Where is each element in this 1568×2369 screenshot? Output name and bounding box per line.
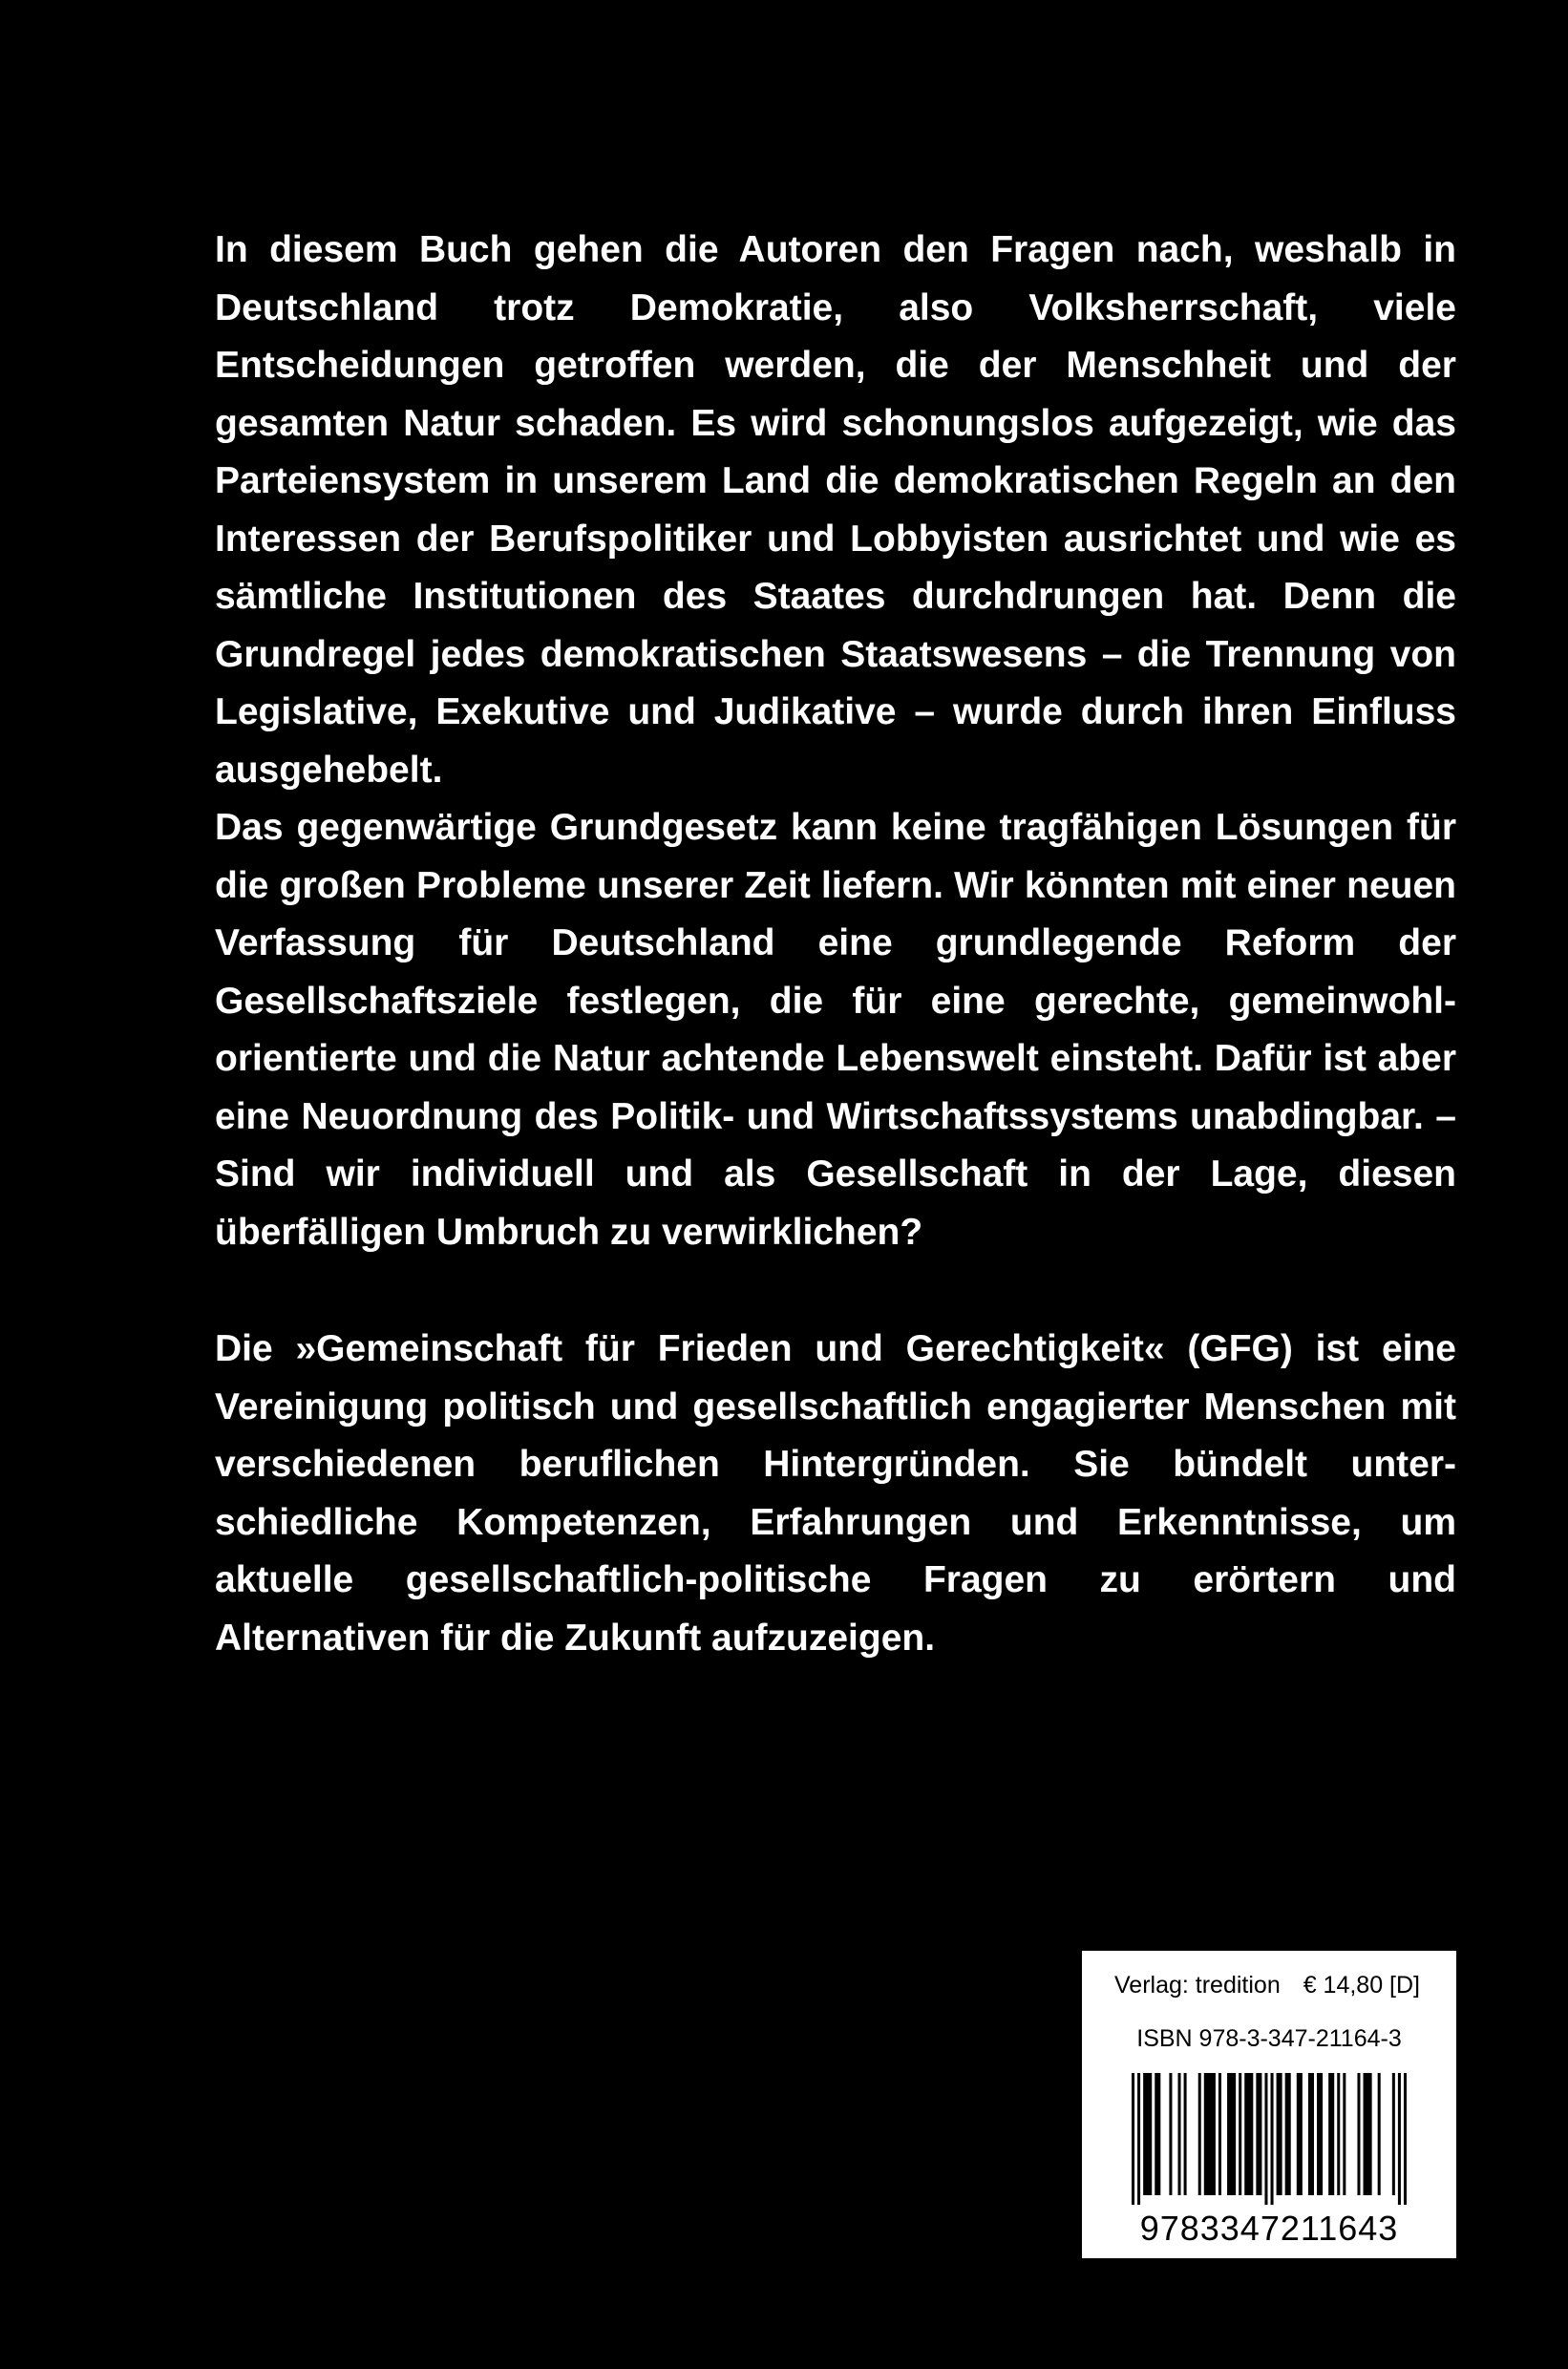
barcode-bar bbox=[1285, 2073, 1291, 2195]
barcode-bar bbox=[1244, 2073, 1253, 2195]
price-text: € 14,80 [D] bbox=[1303, 1972, 1420, 1999]
barcode-bar bbox=[1343, 2073, 1346, 2195]
barcode-bar bbox=[1308, 2073, 1314, 2195]
barcode-bar bbox=[1328, 2073, 1334, 2195]
barcode-guard-bar bbox=[1271, 2073, 1274, 2205]
barcode-bars bbox=[1132, 2073, 1407, 2205]
barcode-guard-bar bbox=[1264, 2073, 1267, 2205]
barcode-bar bbox=[1337, 2073, 1340, 2195]
barcode-bar bbox=[1227, 2073, 1236, 2195]
barcode-bar bbox=[1184, 2073, 1187, 2195]
barcode-bar bbox=[1256, 2073, 1261, 2195]
barcode-bar bbox=[1169, 2073, 1172, 2195]
barcode-bar bbox=[1357, 2073, 1360, 2195]
barcode-guard-bar bbox=[1398, 2073, 1401, 2205]
barcode-bar bbox=[1178, 2073, 1181, 2195]
barcode-guard-bar bbox=[1132, 2073, 1134, 2205]
barcode-bar bbox=[1218, 2073, 1221, 2195]
barcode-guard-bar bbox=[1404, 2073, 1407, 2205]
barcode-bar bbox=[1155, 2073, 1160, 2195]
barcode-bar bbox=[1239, 2073, 1241, 2195]
isbn-text: ISBN 978-3-347-21164-3 bbox=[1136, 2025, 1402, 2052]
barcode-bar bbox=[1143, 2073, 1152, 2195]
barcode-bar bbox=[1378, 2073, 1381, 2195]
publisher-text: Verlag: tredition bbox=[1114, 1972, 1281, 1999]
barcode-bar bbox=[1317, 2073, 1323, 2195]
barcode-bar bbox=[1277, 2073, 1282, 2195]
barcode-bar bbox=[1297, 2073, 1303, 2195]
blurb-paragraph-1: In diesem Buch gehen die Autoren den Fragen nach, weshalb in Deutschland trotz Demokratie, also Volksherrschaft, viele Entscheidungen getroffen werden, die der Menschheit und der gesamten Natur schaden. Es wird schonungslos aufgezeigt, wie das Parteiensystem in unserem Land die demokratischen Regeln an den Interessen der Berufspolitiker und Lobbyisten ausrichtet und wie es sämtliche Institutionen des Staates durchdrungen hat. Denn die Grundregel jedes demokratischen Staatswesens – die Trennung von Legislative, Exekutive und Judikative – wurde durch ihren Einfluss ausgehebelt. bbox=[215, 229, 1456, 791]
blurb-upper bbox=[215, 222, 1456, 1261]
blurb-paragraph-3: Die »Gemeinschaft für Frieden und Gerechtigkeit« (GFG) ist eine Vereinigung politisch und gesellschaftlich engagierter Menschen mit verschiedenen beruflichen Hintergründen. Sie bündelt unterschiedliche Kompetenzen, Erfahrungen und Erkenntnisse, um aktuelle gesellschaftlich-politische Fragen zu erörtern und Alternativen für die Zukunft aufzuzeigen. bbox=[215, 1328, 1456, 1659]
blurb-paragraph-2: Das gegenwärtige Grundgesetz kann keine tragfähigen Lösungen für die großen Probleme unserer Zeit liefern. Wir könnten mit einer neuen Verfassung für Deutschland eine grundlegende Reform der Gesellschaftsziele festlegen, die für eine gerechte, gemeinwohlorientierte und die Natur achtende Lebenswelt einsteht. Dafür ist aber eine Neuordnung des Politik- und Wirtschaftssystems unabdingbar. – Sind wir individuell und als Gesellschaft in der Lage, diesen überfälligen Umbruch zu verwirklichen? bbox=[215, 807, 1456, 1253]
ean-digits: 9783347211643 bbox=[1139, 2209, 1399, 2248]
barcode-bar bbox=[1198, 2073, 1201, 2195]
barcode-bar bbox=[1204, 2073, 1216, 2195]
barcode-guard-bar bbox=[1137, 2073, 1140, 2205]
barcode-bar bbox=[1392, 2073, 1395, 2195]
isbn-barcode-label bbox=[1082, 1951, 1456, 2258]
blurb-lower bbox=[215, 1321, 1456, 1667]
barcode-bar bbox=[1364, 2073, 1372, 2195]
